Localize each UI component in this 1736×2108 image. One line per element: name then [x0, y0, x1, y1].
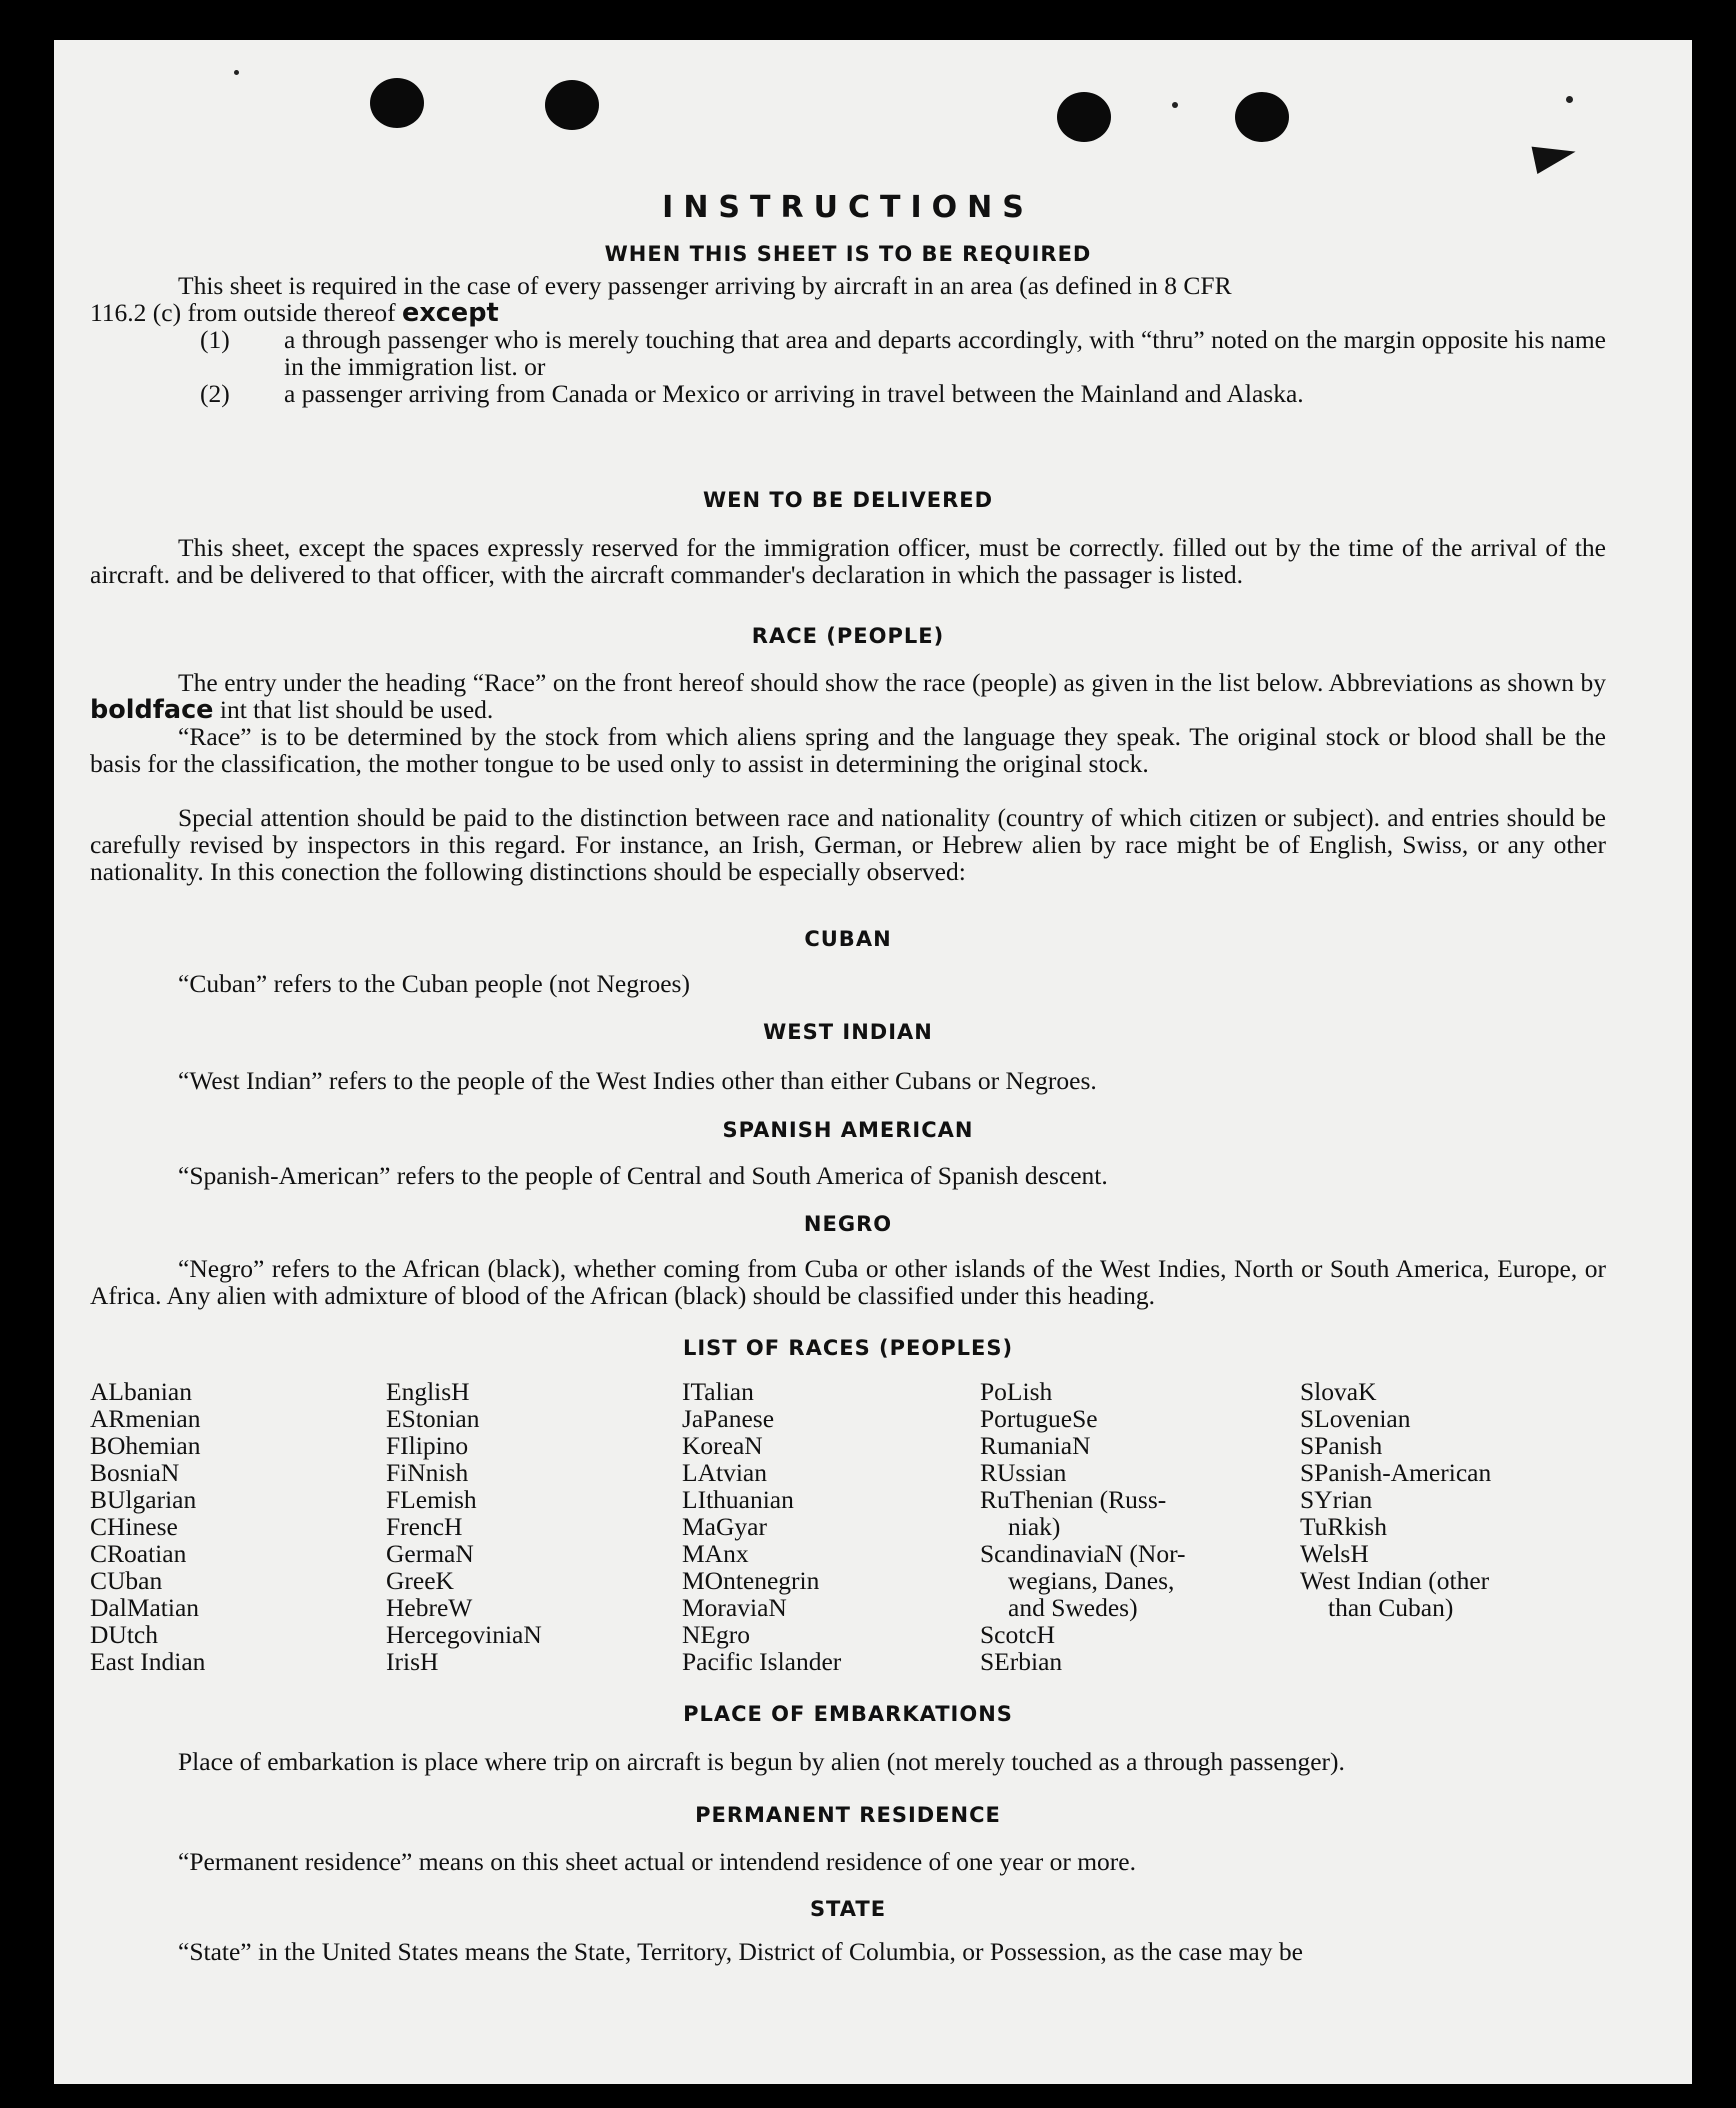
- race-entry: ALbanian: [90, 1377, 192, 1406]
- permanent-residence-text: “Permanent residence” means on this sheet actual or intendend residence of one year or more.: [178, 1847, 1136, 1876]
- race-entry: ScotcH: [980, 1620, 1056, 1649]
- race-entry: SlovaK: [1300, 1377, 1377, 1406]
- race-entry: HercegoviniaN: [386, 1620, 542, 1649]
- except-bold: except: [402, 298, 499, 328]
- race-entry: CRoatian: [90, 1539, 187, 1568]
- delivered-text: This sheet, except the spaces expressly reserved for the immigration officer, must be correctly. filled out by the time of the arrival of the aircraft. and be delivered to that officer, with the aircraft commander's declaration in which the passager is listed.: [90, 533, 1606, 589]
- race-entry: SYrian: [1300, 1485, 1373, 1514]
- arrow-mark-icon: [1532, 138, 1579, 174]
- race-entry: DUtch: [90, 1620, 158, 1649]
- when-required-intro: This sheet is required in the case of every passenger arriving by aircraft in an area (as defined in 8 CFR: [178, 271, 1232, 300]
- heading-embarkation: PLACE OF EMBARKATIONS: [683, 1702, 1013, 1726]
- race-entry: SErbian: [980, 1647, 1063, 1676]
- heading-west-indian: WEST INDIAN: [763, 1020, 933, 1044]
- race-entry: MAnx: [682, 1539, 749, 1568]
- races-column-4: [980, 1378, 1186, 1675]
- race-entry: RumaniaN: [980, 1431, 1091, 1460]
- race-entry: CUban: [90, 1566, 163, 1595]
- race-entry: EStonian: [386, 1404, 480, 1433]
- race-entry: PortugueSe: [980, 1404, 1098, 1433]
- races-column-1: [90, 1378, 205, 1675]
- race-entry: MOntenegrin: [682, 1566, 820, 1595]
- race-entry: TuRkish: [1300, 1512, 1387, 1541]
- race-entry: GreeK: [386, 1566, 454, 1595]
- race-entry: NEgro: [682, 1620, 750, 1649]
- race-entry: West Indian (other: [1300, 1566, 1490, 1595]
- punch-hole: [370, 78, 424, 128]
- race-entry: FiNnish: [386, 1458, 469, 1487]
- race-entry: ScandinaviaN (Nor-: [980, 1539, 1186, 1568]
- race-entry: LIthuanian: [682, 1485, 794, 1514]
- race-entry: DalMatian: [90, 1593, 200, 1622]
- race-entry: MaGyar: [682, 1512, 767, 1541]
- spanish-american-text: “Spanish-American” refers to the people of Central and South America of Spanish descent.: [178, 1161, 1108, 1190]
- embarkation-text: Place of embarkation is place where trip on aircraft is begun by alien (not merely touched as a through passenger).: [178, 1747, 1345, 1776]
- race-entry: HebreW: [386, 1593, 473, 1622]
- race-entry: SPanish-American: [1300, 1458, 1492, 1487]
- race-entry: Pacific Islander: [682, 1647, 842, 1676]
- race-entry: SPanish: [1300, 1431, 1383, 1460]
- race-entry: RuThenian (Russ-: [980, 1485, 1167, 1514]
- heading-state: STATE: [809, 1897, 887, 1921]
- race-entry: IrisH: [386, 1647, 439, 1676]
- heading-cuban: CUBAN: [804, 927, 892, 951]
- cuban-text: “Cuban” refers to the Cuban people (not Negroes): [178, 969, 690, 998]
- race-entry: BUlgarian: [90, 1485, 197, 1514]
- race-entry: East Indian: [90, 1647, 206, 1676]
- races-column-5: [1300, 1378, 1491, 1621]
- race-entry: EnglisH: [386, 1377, 470, 1406]
- boldface-bold: boldface: [90, 695, 214, 725]
- race-entry: FrencH: [386, 1512, 463, 1541]
- race-entry: CHinese: [90, 1512, 178, 1541]
- dust-speck: [234, 70, 239, 75]
- document-sheet: INSTRUCTIONS WHEN THIS SHEET IS TO BE REQUIRED This sheet is required in the case of every passenger arriving by aircraft in an area (as defined in 8 CFR 116.2 (c) from outside thereof except (1) a through passenger who is merely touching that area and departs accordingly, with “thru” noted on the margin opposite his name in the immigration list. or (2) a passenger arriving from Canada or Mexico or arriving in travel between the Mainland and Alaska. WEN TO BE DELIVERED This sheet, except the spaces expressly reserved for the immigration officer, must be correctly. filled out by the time of the arrival of the aircraft. and be delivered to that officer, with the aircraft commander's declaration in which the passager is listed. RACE (PEOPLE) The entry under the heading “Race” on the front hereof should show the race (people) as given in the list below. Abbreviations as shown by boldface int that list should be used. “Race” is to be determined by the stock from which aliens spring and the language they speak. The original stock or blood shall be the basis for the classification, the mother tongue to be used only to assist in determining the original stock. Special attention should be paid to the distinction between race and nationality (country of which citizen or subject). and entries should be carefully revised by inspectors in this regard. For instance, an Irish, German, or Hebrew alien by race might be of English, Swiss, or any other nationality. In this conection the following distinctions should be especially observed: CUBAN “Cuban” refers to the Cuban people (not Negroes) WEST INDIAN “West Indian” refers to the people of the West Indies other than either Cubans or Negroes. SPANISH AMERICAN “Spanish-American” refers to the people of Central and South America of Spanish descent. NEGRO “Negro” refers to the African (black), whether coming from Cuba or other islands of the West Indies, North or South America, Europe, or Africa. Any alien with admixture of blood of the African (black) should be classified under this heading. LIST OF RACES (PEOPLES) ALbanian ARmenian BOhemian BosniaN BUlgarian CHinese CRoatian CUban DalMatian DUtch East Indian EnglisH EStonian FIlipino FiNnish FLemish FrencH GermaN GreeK HebreW HercegoviniaN IrisH ITalian JaPanese KoreaN LAtvian LIthuanian MaGyar MAnx MOntenegrin MoraviaN NEgro Pacific Islander PoLish PortugueSe RumaniaN RUssian RuThenian (Russ- niak) ScandinaviaN (Nor- wegians, Danes, and Swedes) ScotcH SErbian SlovaK SLovenian SPanish SPanish-American SYrian TuRkish WelsH West Indian (other than Cuban) PLACE OF EMBARKATIONS Place of embarkation is place where trip on aircraft is begun by alien (not merely touched as a through passenger). PERMANENT RESIDENCE “Permanent residence” means on this sheet actual or intendend residence of one year or more. STATE “State” in the United States means the State, Territory, District of Columbia, or Possession, as the case may be: [54, 40, 1692, 2084]
- punch-hole: [1235, 92, 1289, 142]
- page-title: INSTRUCTIONS: [662, 190, 1034, 225]
- race-entry-continued: than Cuban): [1328, 1593, 1454, 1622]
- race-paragraph-1: The entry under the heading “Race” on the front hereof should show the race (people) as given in the list below. Abbreviations as shown by boldface int that list should be used.: [90, 668, 1606, 725]
- heading-race: RACE (PEOPLE): [751, 624, 945, 648]
- heading-when-required: WHEN THIS SHEET IS TO BE REQUIRED: [604, 242, 1092, 266]
- race-entry: FLemish: [386, 1485, 477, 1514]
- race-entry-continued: and Swedes): [1008, 1593, 1138, 1622]
- punch-hole: [545, 80, 599, 130]
- heading-when-delivered: WEN TO BE DELIVERED: [702, 488, 994, 512]
- race-entry: MoraviaN: [682, 1593, 787, 1622]
- races-column-2: [386, 1378, 542, 1675]
- race-entry-continued: niak): [1008, 1512, 1061, 1541]
- west-indian-text: “West Indian” refers to the people of the West Indies other than either Cubans or Negroes.: [178, 1066, 1097, 1095]
- when-required-intro-cont: 116.2 (c) from outside thereof except: [90, 298, 499, 328]
- race-entry: LAtvian: [682, 1458, 767, 1487]
- race-entry-continued: wegians, Danes,: [1008, 1566, 1175, 1595]
- dust-speck: [1566, 96, 1573, 103]
- race-entry: PoLish: [980, 1377, 1053, 1406]
- race-entry: FIlipino: [386, 1431, 469, 1460]
- race-entry: KoreaN: [682, 1431, 763, 1460]
- race-entry: BosniaN: [90, 1458, 180, 1487]
- race-entry: ITalian: [682, 1377, 754, 1406]
- heading-list-of-races: LIST OF RACES (PEOPLES): [682, 1336, 1014, 1360]
- negro-text: “Negro” refers to the African (black), whether coming from Cuba or other islands of the West Indies, North or South America, Europe, or Africa. Any alien with admixture of blood of the African (black) should be classified under this heading.: [90, 1254, 1606, 1310]
- heading-permanent-residence: PERMANENT RESIDENCE: [695, 1803, 1001, 1827]
- race-entry: SLovenian: [1300, 1404, 1411, 1433]
- punch-hole: [1057, 92, 1111, 142]
- races-column-3: [682, 1378, 841, 1675]
- race-entry: WelsH: [1300, 1539, 1369, 1568]
- race-entry: JaPanese: [682, 1404, 775, 1433]
- race-paragraph-2: “Race” is to be determined by the stock from which aliens spring and the language they speak. The original stock or blood shall be the basis for the classification, the mother tongue to be used only to assist in determining the original stock.: [90, 722, 1606, 778]
- race-entry: BOhemian: [90, 1431, 201, 1460]
- state-text: “State” in the United States means the State, Territory, District of Columbia, or Possession, as the case may be: [178, 1937, 1303, 1966]
- heading-spanish-american: SPANISH AMERICAN: [722, 1118, 974, 1142]
- heading-negro: NEGRO: [803, 1212, 893, 1236]
- race-entry: ARmenian: [90, 1404, 201, 1433]
- race-entry: GermaN: [386, 1539, 474, 1568]
- dust-speck: [1172, 102, 1178, 108]
- race-entry: RUssian: [980, 1458, 1067, 1487]
- race-paragraph-3: Special attention should be paid to the distinction between race and nationality (country of which citizen or subject). and entries should be carefully revised by inspectors in this regard. For instance, an Irish, German, or Hebrew alien by race might be of English, Swiss, or any other nationality. In this conection the following distinctions should be especially observed:: [90, 803, 1606, 886]
